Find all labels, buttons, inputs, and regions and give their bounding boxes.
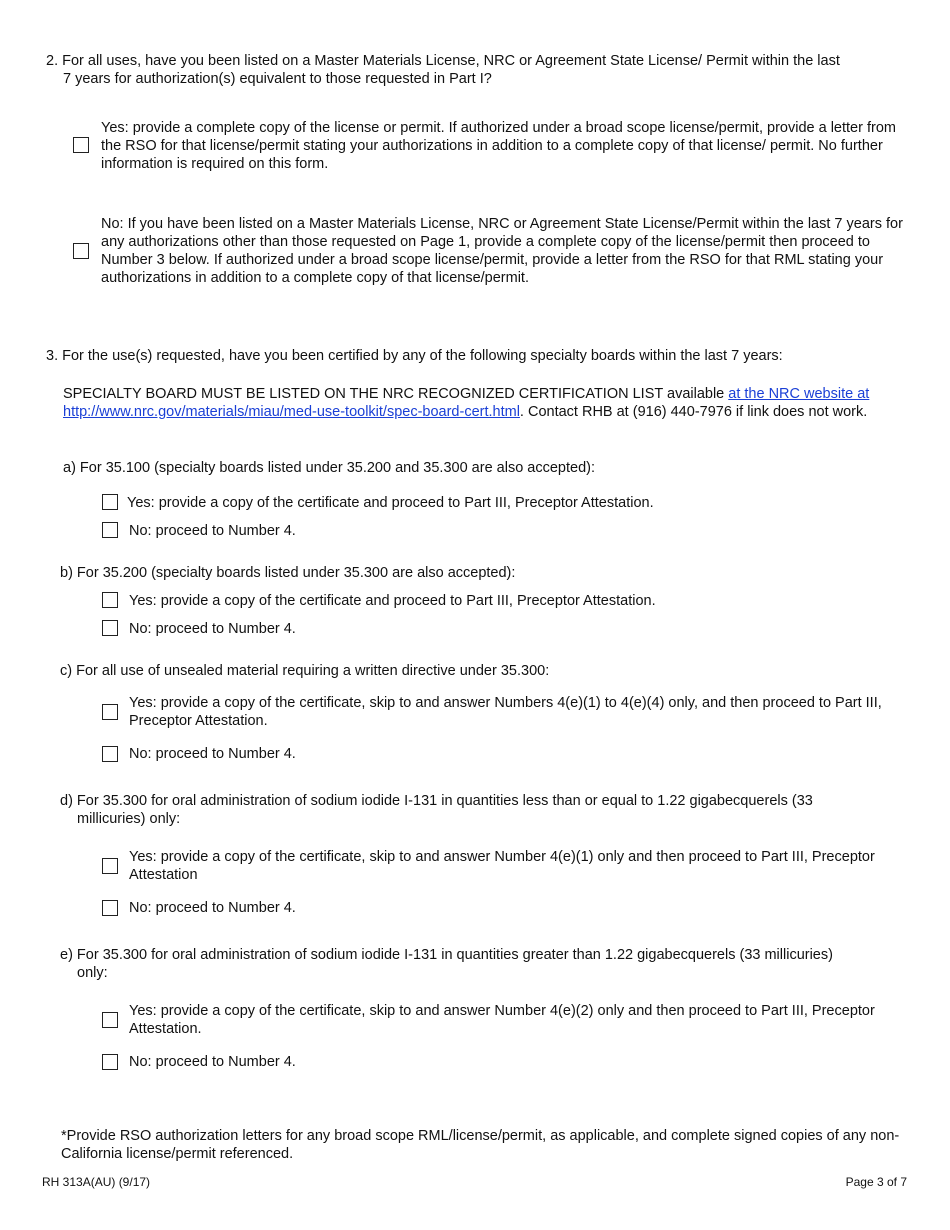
q2-yes-text: Yes: provide a complete copy of the license or permit. If authorized under a broad scope license/permit, provide a letter from the RSO for that license/permit stating your authorizations in addition to a complete copy of that license/ permit. No further information is required on this form. — [101, 120, 896, 172]
q3b-yes-text: Yes: provide a copy of the certificate and proceed to Part III, Preceptor Attestation. — [129, 593, 656, 609]
q3a-no-text: No: proceed to Number 4. — [129, 523, 296, 539]
question-2 — [46, 52, 916, 88]
q3a-no-checkbox[interactable] — [102, 522, 118, 538]
q2-no-text: No: If you have been listed on a Master Materials License, NRC or Agreement State License/Permit within the last 7 years for any authorizations other than those requested on Page 1, provide a complete copy of the license/permit then proceed to Number 3 below. If authorized under a broad scope license/permit, provide a letter from the RSO for that RML stating your authorizations in addition to a complete copy of that license/permit. — [101, 216, 903, 286]
q3c-no-text: No: proceed to Number 4. — [129, 746, 296, 762]
q2-no-checkbox[interactable] — [73, 243, 89, 259]
q3d-label — [60, 792, 920, 828]
q3e-yes-text: Yes: provide a copy of the certificate, skip to and answer Number 4(e)(2) only and then proceed to Part III, Preceptor Attestation. — [129, 1003, 875, 1037]
q3c-no-checkbox[interactable] — [102, 746, 118, 762]
specialty-board-prefix: SPECIALTY BOARD MUST BE LISTED ON THE NRC RECOGNIZED CERTIFICATION LIST available — [63, 386, 729, 402]
q2-yes-checkbox[interactable] — [73, 137, 89, 153]
q3c-yes-text: Yes: provide a copy of the certificate, skip to and answer Numbers 4(e)(1) to 4(e)(4) only, and then proceed to Part III, Preceptor Attestation. — [129, 695, 882, 729]
q3d-yes-text: Yes: provide a copy of the certificate, skip to and answer Number 4(e)(1) only and then proceed to Part III, Preceptor Attestation — [129, 849, 875, 883]
q3c-label: c) For all use of unsealed material requiring a written directive under 35.300: — [60, 663, 550, 679]
q3e-label-line2: only: — [77, 965, 108, 981]
q3b-yes-checkbox[interactable] — [102, 592, 118, 608]
q3e-label-line1: e) For 35.300 for oral administration of sodium iodide I-131 in quantities greater than 1.22 gigabecquerels (33 millicuries) — [60, 947, 833, 963]
q3e-no-checkbox[interactable] — [102, 1054, 118, 1070]
specialty-board-note — [63, 385, 908, 421]
footnote: *Provide RSO authorization letters for any broad scope RML/license/permit, as applicable, and complete signed copies of any non-California license/permit referenced. — [61, 1128, 900, 1162]
q3d-yes-checkbox[interactable] — [102, 858, 118, 874]
form-id: RH 313A(AU) (9/17) — [42, 1175, 151, 1189]
q3b-no-checkbox[interactable] — [102, 620, 118, 636]
q3d-no-checkbox[interactable] — [102, 900, 118, 916]
q3e-yes-checkbox[interactable] — [102, 1012, 118, 1028]
q3e-no-text: No: proceed to Number 4. — [129, 1054, 296, 1070]
question-3: 3. For the use(s) requested, have you been certified by any of the following specialty boards within the last 7 years: — [46, 348, 783, 364]
q3d-no-text: No: proceed to Number 4. — [129, 900, 296, 916]
question-2-line1: 2. For all uses, have you been listed on a Master Materials License, NRC or Agreement State License/ Permit within the last — [46, 53, 840, 69]
nrc-website-link[interactable]: at the NRC website at http://www.nrc.gov/materials/miau/med-use-toolkit/spec-board-cert.html — [63, 386, 870, 420]
q3d-label-line1: d) For 35.300 for oral administration of sodium iodide I-131 in quantities less than or equal to 1.22 gigabecquerels (33 — [60, 793, 813, 809]
q3a-label: a) For 35.100 (specialty boards listed under 35.200 and 35.300 are also accepted): — [63, 460, 596, 476]
q3d-label-line2: millicuries) only: — [77, 811, 181, 827]
q3c-yes-checkbox[interactable] — [102, 704, 118, 720]
q3e-label — [60, 946, 920, 982]
q3a-yes-text: Yes: provide a copy of the certificate and proceed to Part III, Preceptor Attestation. — [127, 495, 654, 511]
specialty-board-suffix: . Contact RHB at (916) 440-7976 if link does not work. — [519, 404, 868, 420]
q3a-yes-checkbox[interactable] — [102, 494, 118, 510]
q3b-label: b) For 35.200 (specialty boards listed under 35.300 are also accepted): — [60, 565, 516, 581]
q3b-no-text: No: proceed to Number 4. — [129, 621, 296, 637]
page-number: Page 3 of 7 — [845, 1175, 907, 1189]
question-2-line2: 7 years for authorization(s) equivalent to those requested in Part I? — [63, 71, 492, 87]
